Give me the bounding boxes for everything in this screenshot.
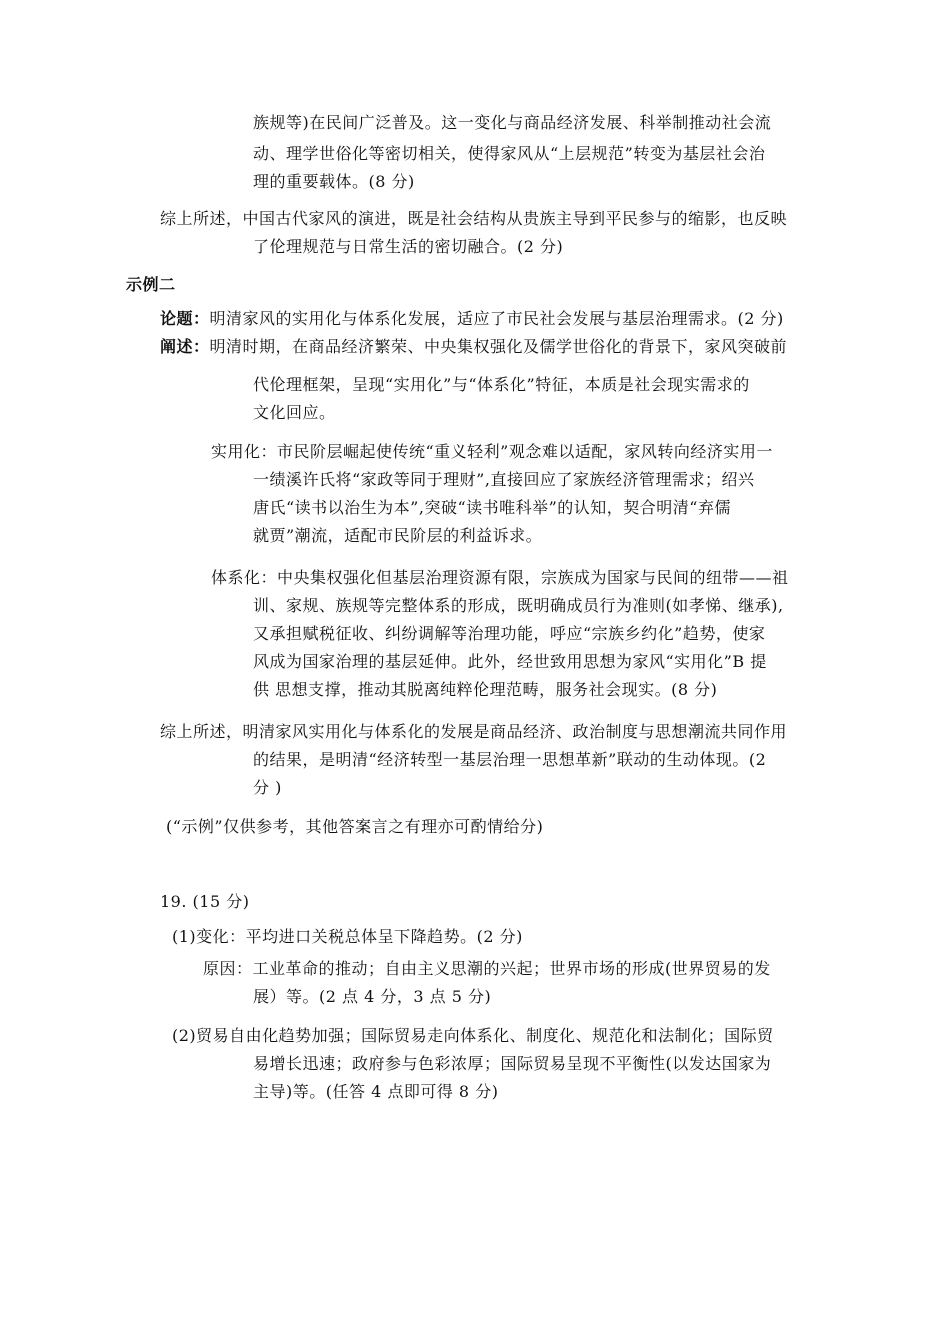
system-line-2: 训、家规、族规等完整体系的形成，既明确成员行为准则(如孝悌、继承),: [253, 596, 784, 615]
system-line-4: 风成为国家治理的基层延伸。此外，经世致用思想为家风“实用化”B 提: [253, 652, 767, 671]
argument-line-3: 文化回应。: [253, 403, 336, 422]
argument-text-1: 明清时期，在商品经济繁荣、中央集权强化及儒学世俗化的背景下，家风突破前: [209, 337, 788, 356]
example2-heading: 示例二: [126, 275, 176, 294]
example2-summary-line-3: 分 ): [253, 778, 282, 797]
argument-line-1: [160, 337, 787, 357]
system-line-5: 供 思想支撑，推动其脱离纯粹伦理范畴，服务社会现实。(8 分): [253, 680, 718, 699]
system-line-3: 又承担赋税征收、纠纷调解等治理功能，呼应“宗族乡约化”趋势，使家: [253, 624, 766, 643]
thesis-label: 论题：: [160, 309, 210, 328]
q19-part1-change: (1)变化：平均进口关税总体呈下降趋势。(2 分): [172, 927, 523, 946]
q19-part2-line-2: 易增长迅速；政府参与色彩浓厚；国际贸易呈现不平衡性(以发达国家为: [253, 1054, 772, 1073]
practical-line-1: 实用化：市民阶层崛起使传统“重义轻利”观念难以适配，家风转向经济实用一: [211, 442, 773, 461]
section1-line-2: 动、理学世俗化等密切相关，使得家风从“上层规范”转变为基层社会治: [253, 144, 766, 163]
section1-line-1: 族规等)在民间广泛普及。这一变化与商品经济发展、科举制推动社会流: [253, 113, 772, 132]
q19-part1-reason-line-1: 原因：工业革命的推动；自由主义思潮的兴起；世界市场的形成(世界贸易的发: [203, 959, 771, 978]
example2-summary-line-2: 的结果，是明清“经济转型一基层治理一思想革新”联动的生动体现。(2: [253, 750, 767, 769]
system-line-1: 体系化：中央集权强化但基层治理资源有限，宗族成为国家与民间的纽带——祖: [211, 568, 789, 587]
argument-line-2: 代伦理框架，呈现“实用化”与“体系化”特征，本质是社会现实需求的: [253, 375, 750, 394]
practical-line-2: 一绩溪许氏将“家政等同于理财”,直接回应了家族经济管理需求；绍兴: [253, 470, 755, 489]
example-note: (“示例”仅供参考，其他答案言之有理亦可酌情给分): [166, 817, 544, 836]
practical-line-4: 就贾”潮流，适配市民阶层的利益诉求。: [253, 526, 543, 545]
thesis-line: [160, 309, 784, 329]
q19-part1-reason-line-2: 展）等。(2 点 4 分，3 点 5 分): [253, 987, 492, 1006]
section1-summary-line-2: 了伦理规范与日常生活的密切融合。(2 分): [253, 237, 564, 256]
section1-summary-line-1: 综上所述，中国古代家风的演进，既是社会结构从贵族主导到平民参与的缩影，也反映: [160, 209, 788, 228]
argument-label: 阐述：: [160, 337, 210, 356]
thesis-text: 明清家风的实用化与体系化发展，适应了市民社会发展与基层治理需求。(2 分): [209, 309, 784, 328]
example2-summary-line-1: 综上所述，明清家风实用化与体系化的发展是商品经济、政治制度与思想潮流共同作用: [160, 722, 788, 741]
q19-title: 19. (15 分): [160, 892, 250, 911]
practical-line-3: 唐氏“读书以治生为本”,突破“读书唯科举”的认知，契合明清“弃儒: [253, 498, 731, 517]
section1-line-3: 理的重要载体。(8 分): [253, 172, 415, 191]
q19-part2-line-3: 主导)等。(任答 4 点即可得 8 分): [253, 1082, 499, 1101]
q19-part2-line-1: (2)贸易自由化趋势加强；国际贸易走向体系化、制度化、规范化和法制化；国际贸: [172, 1026, 774, 1045]
